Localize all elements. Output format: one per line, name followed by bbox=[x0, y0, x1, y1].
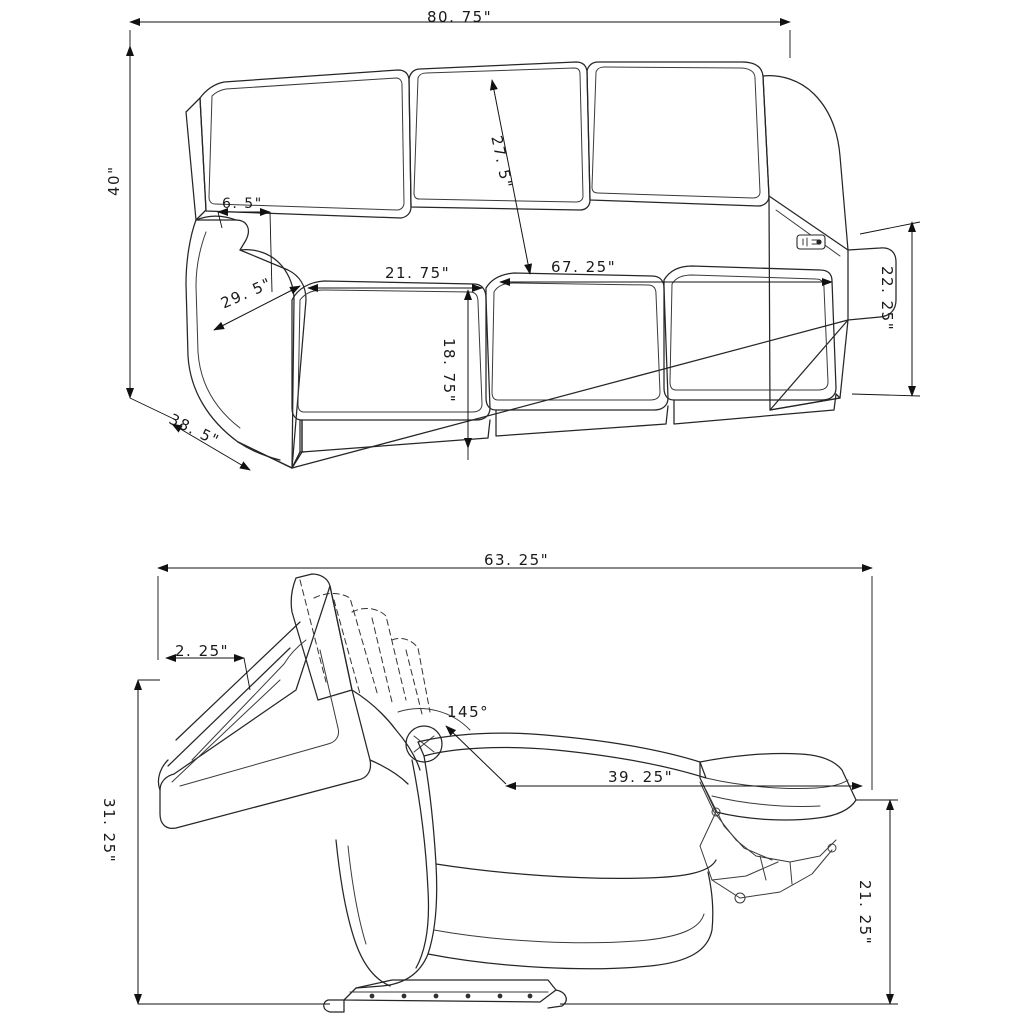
dim-label-recline-angle: 145° bbox=[447, 703, 490, 721]
dim-label-seat-depth-diagonal: 29. 5" bbox=[218, 274, 275, 313]
recliner-view-dimension-lines bbox=[138, 568, 898, 1004]
dim-label-reclined-length: 63. 25" bbox=[484, 551, 550, 569]
sofa-front-view-geometry bbox=[186, 62, 896, 468]
dim-label-wall-clearance: 2. 25" bbox=[175, 642, 230, 660]
dim-label-overall-width: 80. 75" bbox=[427, 8, 493, 26]
dim-label-armrest-width: 6. 5" bbox=[222, 196, 263, 212]
recliner-side-view-geometry bbox=[158, 574, 856, 1012]
dim-label-seat-width-total: 67. 25" bbox=[551, 258, 617, 276]
dim-label-overall-depth: 38. 5" bbox=[166, 410, 223, 450]
dim-label-back-cushion-height: 27. 5" bbox=[487, 134, 517, 191]
dim-label-reclined-height: 31. 25" bbox=[100, 798, 118, 864]
dim-label-seat-width-single: 21. 75" bbox=[385, 264, 451, 282]
dim-label-footrest-extension: 39. 25" bbox=[608, 768, 674, 786]
dim-label-seat-height: 18. 75" bbox=[440, 338, 458, 404]
dim-label-arm-height: 22. 25" bbox=[878, 266, 896, 332]
dim-label-overall-height: 40" bbox=[105, 165, 123, 196]
dim-label-footrest-height: 21. 25" bbox=[856, 880, 874, 946]
